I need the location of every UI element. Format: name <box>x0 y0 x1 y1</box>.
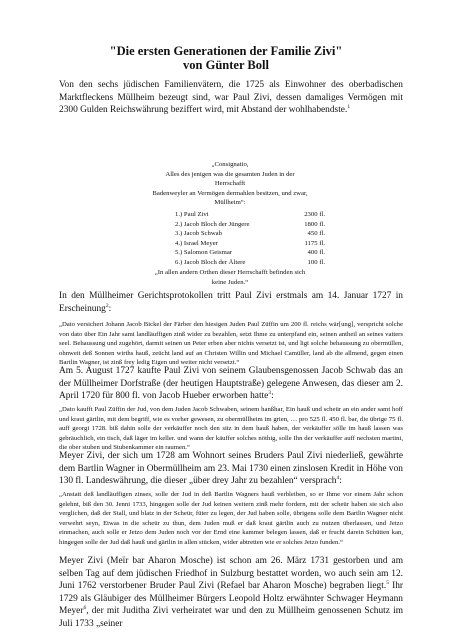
paragraph-intro <box>59 79 403 117</box>
table-cell-value: 400 fl. <box>307 249 325 256</box>
table-row <box>175 220 325 230</box>
paragraph-purchase-text: Am 5. August 1727 kaufte Paul Zivi von seinem Glaubensgenossen Jacob Schwab das an der Müllheimer Dorfstraße (der heutigen Hauptstraße) gelegene Anwesen, das dieser am 2. April 1720 für 800 fl. von Jacob Hueber erworben hatte <box>59 366 403 402</box>
table-cell-name: 1.) Paul Zivi <box>175 211 209 218</box>
table-cell-value: 450 fl. <box>307 230 325 237</box>
consignatio-line: Müllheim“: <box>214 199 246 206</box>
paragraph-court-records-end: : <box>108 303 112 314</box>
table-cell-name: 2.) Jacob Bloch der Jüngere <box>175 220 250 228</box>
paragraph-court-records <box>59 290 403 315</box>
paragraph-meyer-credit <box>59 450 403 488</box>
footnote-ref-1: 1 <box>347 104 351 111</box>
paragraph-purchase-end: : <box>271 391 274 402</box>
table-cell-value: 2300 fl. <box>304 211 325 218</box>
quote-wagner-agreement: „Anstatt deß landläuffigen zinses, solle der Jud in deß Bartlin Wagners hauß verbleiben, so er Ihme vor einem Jahr schon gelehnt, biß den 30. Jenni 1733, hingegen solle der Jud keinen weitern zinß mehr fordern, mit der scheür haben sie sich also verglichen, daß der Stall, und blatz in der Scheür, füter zu legen, der Jud haben solle, übrigens solle dem Bartlin Wagner nicht verwehrt seyn, Etwas in die scheür zu thun, dem Juden muß er daß kraut gärtlin auch zu nutzen überlassen, und Jetzo einmachen, auch solle er Jetzo dem Juden noch vor der Ernd eine kammer belegen lassen, daß er frucht darein Schütten kan, hingegen solle der Jud daß hauß und gärtlin in allen stücken, wider abtretten wie er solches Jetzo funden.“ <box>59 491 403 546</box>
footnote-ref-4: 4 <box>336 475 340 482</box>
consignatio-footer <box>150 268 310 287</box>
quote-credit-bickel: „Dato versichert Johann Jacob Bickel der Färber den hiesigen Juden Paul Züffin um 200 fl. reichs wär[ung], verspricht solche von dato über Ein Jahr samt landläuffigen zinß wider zu bezahlen, setzt Ihme zu unterpfand ein, seinen antheil an seines vatters seel. Behaussung und zugehört, darmit seinen un Peter erben aber nichts versetzt ist, und ligt solche behaussung zu obermüllen, ohnweit deß Sonnen wirths hauß, zeücht land auf an Christen Willin und Michael Camüller, land ab die allmend, gegen einen Bartlin Wagner, ist zinß frey ledig Eigen und weiter nicht versetzt.“ <box>59 321 403 366</box>
consignatio-line: Alles des jenigen was die gesamten Juden in der Herrschafft <box>165 170 295 187</box>
paragraph-purchase <box>59 365 403 403</box>
wealth-table <box>175 210 325 267</box>
paragraph-meyer-credit-text: Meyer Zivi, der sich um 1728 am Wohnort seines Bruders Paul Zivi niederließ, gewährte dem Bartlin Wagner in Obermüllheim am 23. Mai 1730 einen zinslosen Kredit in Höhe von 130 fl. Landeswährung, die dieser „über drey Jahr zu bezahlen“ versprach <box>59 451 403 487</box>
table-cell-value: 1800 fl. <box>304 220 325 228</box>
footnote-ref-3: 3 <box>268 390 272 397</box>
table-row <box>175 229 325 239</box>
table-cell-name: 5.) Salomon Geismar <box>175 249 233 256</box>
paragraph-meyer-credit-end: : <box>339 476 342 487</box>
table-row <box>175 248 325 258</box>
table-row <box>175 210 325 220</box>
consignatio-line: Badenweyler an Vermögen dermahlen besitzen, und zwar, <box>152 189 308 197</box>
table-cell-name: 4.) Israel Meyer <box>175 239 218 247</box>
document-title: "Die ersten Generationen der Familie Zivi" <box>109 44 343 58</box>
paragraph-court-records-text: In den Müllheimer Gerichtsprotokollen tritt Paul Zivi erstmals am 14. Januar 1727 in Erscheinung <box>59 291 403 314</box>
paragraph-burial-mid: Ihr 1729 als Gläubiger des Müllheimer Bürgers Leopold Holtz erwähnter Schwager Heymann Meyer <box>59 581 404 617</box>
footnote-ref-5: 5 <box>386 580 389 587</box>
table-row <box>175 258 325 268</box>
consignatio-header <box>150 160 310 208</box>
consignatio-footer-line: keine Juden.“ <box>211 278 249 286</box>
quote-house-purchase: „Dato kaufft Paul Züffin der Jud, von dem Juden Jacob Schwaben, seinem hanßhar, Ein hauß und scheür an ein ander samt hoff und kraut gärtlin, mit dem begriff, wie es vorher gewesen, zu obermüllheim im grien, … pro 525 fl. 450 fl. bar, die übrige 75 fl. auff georgi 1728. biß dahin solle der verkäuffer noch den sitz in dem hauß haben, der verkäuffer sölle im hauß lassen was gebräuchlich, ein tisch, daß läger im keller. und wann der käuffer solches nöthig, solle Ihn der verkäuffer auff nechsten martini, die ober stuben und Stubenkammer ein raumen.“ <box>59 406 403 451</box>
paragraph-burial <box>59 555 403 631</box>
document-author: von Günter Boll <box>183 58 269 72</box>
table-cell-name: 3.) Jacob Schwab <box>175 230 222 237</box>
consignatio-footer-line: „In allen andern Orthen dieser Herrschafft befinden sich <box>154 269 306 276</box>
paragraph-burial-text: Meyer Zivi (Meïr bar Aharon Mosche) ist schon am 26. März 1731 gestorben und am selben Tag auf dem jüdischen Friedhof in Sulzburg bestattet worden, wo auch sein am 12. Juni 1762 verstorbener Bruder Paul Zivi (Refael bar Aharon Mosche) begraben liegt. <box>59 556 403 592</box>
consignatio-title: „Consignatio, <box>211 161 249 168</box>
paragraph-burial-end: , der mit Juditha Zivi verheiratet war und den zu Müllheim genossenen Schutz im Juli 1733 „seiner <box>59 606 403 629</box>
table-cell-value: 100 fl. <box>307 258 325 266</box>
table-cell-value: 1175 fl. <box>304 239 325 247</box>
footnote-ref-6: 6 <box>83 605 87 612</box>
footnote-ref-2: 2 <box>105 302 109 309</box>
paragraph-intro-text: Von den sechs jüdischen Familienvätern, die 1725 als Einwohner des oberbadischen Marktfleckens Müllheim bezeugt sind, war Paul Zivi, dessen damaliges Vermögen mit 2300 Gulden Reichswährung beziffert wird, mit Abstand der wohlhabendste. <box>59 80 403 116</box>
table-row <box>175 239 325 249</box>
table-cell-name: 6.) Jacob Bloch der Ältere <box>175 258 246 266</box>
